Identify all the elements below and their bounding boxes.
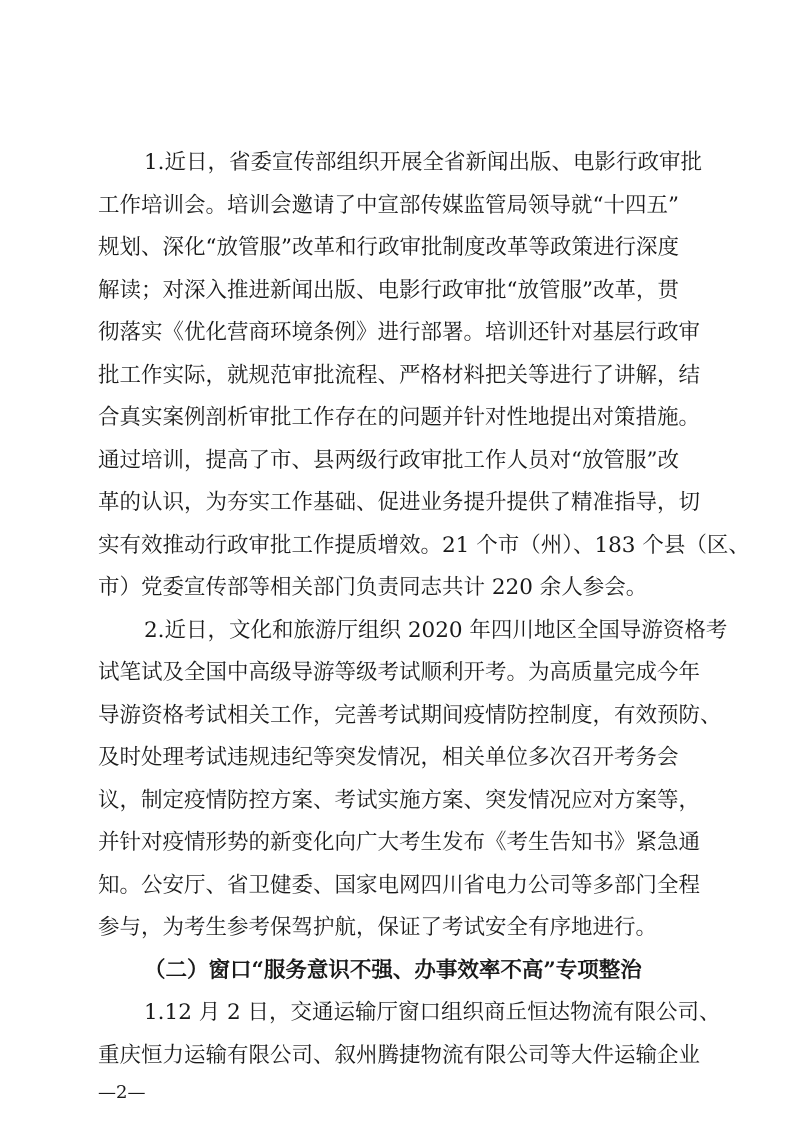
body-line: 规划、深化“放管服”改革和行政审批制度改革等政策进行深度 xyxy=(98,235,679,260)
body-line: 合真实案例剖析审批工作存在的问题并针对性地提出对策措施。 xyxy=(98,405,701,430)
body-line: 市）党委宣传部等相关部门负责同志共计 220 余人参会。 xyxy=(98,575,648,600)
body-line: 参与，为考生参考保驾护航，保证了考试安全有序地进行。 xyxy=(98,915,658,940)
body-line: 1.近日，省委宣传部组织开展全省新闻出版、电影行政审批 xyxy=(144,150,703,175)
body-line: 通过培训，提高了市、县两级行政审批工作人员对“放管服”改 xyxy=(98,448,679,473)
body-line: 重庆恒力运输有限公司、叙州腾捷物流有限公司等大件运输企业 xyxy=(98,1043,701,1068)
body-line: 议，制定疫情防控方案、考试实施方案、突发情况应对方案等， xyxy=(98,788,701,813)
body-line: 知。公安厅、省卫健委、国家电网四川省电力公司等多部门全程 xyxy=(98,873,701,898)
body-line: 及时处理考试违规违纪等突发情况，相关单位多次召开考务会 xyxy=(98,745,679,770)
body-line: 革的认识，为夯实工作基础、促进业务提升提供了精准指导，切 xyxy=(98,490,701,515)
body-line: 批工作实际，就规范审批流程、严格材料把关等进行了讲解，结 xyxy=(98,363,701,388)
body-line: 解读；对深入推进新闻出版、电影行政审批“放管服”改革，贯 xyxy=(98,278,679,303)
body-line: 1.12 月 2 日，交通运输厅窗口组织商丘恒达物流有限公司、 xyxy=(144,1000,721,1025)
section-heading: （二）窗口“服务意识不强、办事效率不高”专项整治 xyxy=(144,958,642,983)
body-line: 试笔试及全国中高级导游等级考试顺利开考。为高质量完成今年 xyxy=(98,660,701,685)
page-number: —2— xyxy=(98,1082,146,1103)
body-line: 实有效推动行政审批工作提质增效。21 个市（州）、183 个县（区、 xyxy=(98,533,750,558)
body-line: 工作培训会。培训会邀请了中宣部传媒监管局领导就“十四五” xyxy=(98,193,679,218)
body-line: 彻落实《优化营商环境条例》进行部署。培训还针对基层行政审 xyxy=(98,320,701,345)
body-line: 2.近日，文化和旅游厅组织 2020 年四川地区全国导游资格考 xyxy=(144,618,728,643)
body-line: 并针对疫情形势的新变化向广大考生发布《考生告知书》紧急通 xyxy=(98,830,701,855)
body-line: 导游资格考试相关工作，完善考试期间疫情防控制度，有效预防、 xyxy=(98,703,722,728)
